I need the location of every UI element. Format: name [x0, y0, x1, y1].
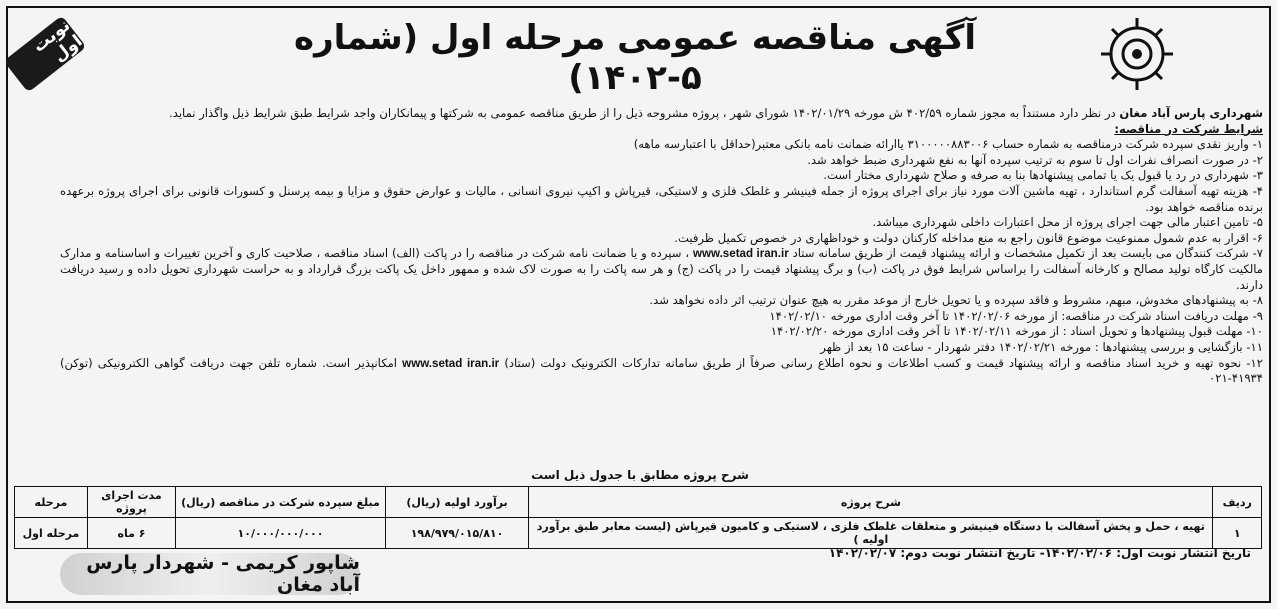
col-stage: مرحله [15, 487, 88, 518]
publication-dates: تاریخ انتشار نوبت اول: ۱۴۰۲/۰۲/۰۶- تاریخ انتشار نوبت دوم: ۱۴۰۲/۰۲/۰۷ [828, 546, 1251, 560]
signature-banner: شاپور کریمی - شهردار پارس آباد مغان [60, 553, 360, 595]
condition-item-12 [60, 356, 1263, 387]
col-project-description: شرح پروژه [529, 487, 1213, 518]
notice-body [60, 106, 1263, 387]
condition-item: ۵- تامین اعتبار مالی جهت اجرای پروژه از محل اعتبارات داخلی شهرداری میباشد. [872, 215, 1263, 230]
condition-item-7 [60, 246, 1263, 293]
cell-row-number: ۱ [1213, 518, 1262, 549]
condition-item: ۱۰- مهلت قبول پیشنهادها و تحویل اسناد : از مورخه ۱۴۰۲/۰۲/۱۱ تا آخر وقت اداری مورخه ۱۴۰۲/۰۲/۲۰ [770, 324, 1263, 339]
municipality-emblem-icon [1093, 12, 1181, 96]
cell-duration: ۶ ماه [87, 518, 175, 549]
condition-item: ۱- واریز نقدی سپرده شرکت درمناقصه به شماره حساب ۳۱۰۰۰۰۰۸۸۳۰۰۶ یاارائه ضمانت نامه بانکی معتبر(حداقل با اعتبارسه ماهه) [633, 137, 1263, 152]
item7-before: ۷- شرکت کنندگان می بایست بعد از تکمیل مشخصات و ارائه پیشنهاد قیمت از طریق سامانه ستاد [792, 246, 1263, 261]
cell-stage: مرحله اول [15, 518, 88, 549]
table-caption: شرح پروژه مطابق با جدول ذیل است [531, 468, 749, 482]
first-publication-badge: نوبت اول [4, 15, 87, 92]
project-table [14, 486, 1262, 549]
col-deposit-amount: مبلغ سپرده شرکت در مناقصه (ریال) [176, 487, 386, 518]
item7-after: ، سپرده و یا ضمانت نامه شرکت در مناقصه را در پاکت (الف) اسناد مناقصه ، صلاحیت کاری و آخرین تغییرات و اساسنامه و مدارک مالکیت کارگاه تولید مصالح و کارخانه آسفالت را براساس شرایط فوق در پاکت (ب) و برگ پیشنهاد قیمت را در پاکت (ج) و هر سه پاکت را به صورت لاک شده و ممهور داخل یک پاکت بزرگ قرارداد و به حراست شهرداری تحویل داده و رسید دریافت دارند. [60, 246, 1263, 292]
intro-text: در نظر دارد مستنداً به مجوز شماره ۴۰۲/۵۹ ش مورخه ۱۴۰۲/۰۱/۲۹ شورای شهر ، پروژه مشروحه ذیل را از طریق مناقصه عمومی به شرکتها و پیمانکاران واجد شرایط طبق شرایط ذیل واگذار نماید. [169, 106, 1116, 120]
condition-item: ۳- شهرداری در رد یا قبول یک یا تمامی پیشنهادها بنا به صرفه و صلاح شهرداری مختار است. [823, 168, 1263, 183]
setad-website-link[interactable]: www.setad iran.ir [402, 356, 500, 370]
condition-item: ۴- هزینه تهیه آسفالت گرم استاندارد ، تهیه ماشین آلات مورد نیاز برای اجرای پروژه از جمله فینیشر و غلطک فلزی و لاستیکی، قیرپاش و اکیپ نیروی انسانی ، مالیات و عوارض حقوق و مزایا و بیمه پرسنل و کسورات قانونی برای اجرای پروژه برعهده برنده مناقصه خواهد بود. [60, 183, 1263, 214]
col-row-number: ردیف [1213, 487, 1262, 518]
organization-name: شهرداری پارس آباد مغان [1119, 106, 1263, 120]
item12-before: ۱۲- نحوه تهیه و خرید اسناد مناقصه و ارائه پیشنهاد قیمت و کسب اطلاعات و نحوه اطلاع رسانی صرفاً از طریق سامانه تدارکات الکترونیک دولت (ستاد) [504, 355, 1264, 370]
setad-website-link[interactable]: www.setad iran.ir [692, 247, 789, 261]
condition-item: ۸- به پیشنهادهای مخدوش، مبهم، مشروط و فاقد سپرده و یا تحویل خارج از موعد مقرر به هیچ عنوان ترتیب اثر داده نخواهد شد. [649, 293, 1263, 308]
condition-item: ۱۱- بازگشایی و بررسی پیشنهادها : مورخه ۱۴۰۲/۰۲/۲۱ دفتر شهردار - ساعت ۱۵ بعد از ظهر [820, 339, 1263, 354]
table-row [15, 518, 1262, 549]
col-duration: مدت اجرای پروژه [87, 487, 175, 518]
cell-project-description: تهیه ، حمل و پخش آسفالت با دستگاه فینیشر و متعلقات غلطک فلزی ، لاستیکی و کامیون قیرپاش (لیست معابر طبق برآورد اولیه ) [529, 518, 1213, 549]
condition-item: ۲- در صورت انصراف نفرات اول تا سوم به ترتیب سپرده آنها به نفع شهرداری ضبط خواهد شد. [807, 152, 1263, 167]
cell-initial-estimate: ۱۹۸/۹۷۹/۰۱۵/۸۱۰ [385, 518, 528, 549]
intro-paragraph [60, 106, 1263, 122]
table-header-row [15, 487, 1262, 518]
item12-after: امکانپذیر است. شماره تلفن جهت دریافت گواهی الکترونیکی (توکن) ۴۱۹۳۴-۰۲۱ [60, 355, 1263, 386]
page-title: آگهی مناقصه عمومی مرحله اول (شماره ۵-۱۴۰۲) [294, 18, 976, 98]
condition-item: ۹- مهلت دریافت اسناد شرکت در مناقصه: از مورخه ۱۴۰۲/۰۲/۰۶ تا آخر وقت اداری مورخه ۱۴۰۲/۰۲/۱۰ [769, 308, 1263, 323]
condition-item: ۶- اقرار به عدم شمول ممنوعیت موضوع قانون راجع به منع مداخله کارکنان دولت و خوداظهاری در خصوص تکمیل ظرفیت. [674, 230, 1263, 245]
conditions-heading: شرایط شرکت در مناقصه: [1114, 121, 1263, 136]
cell-deposit-amount: ۱۰/۰۰۰/۰۰۰/۰۰۰ [176, 518, 386, 549]
col-initial-estimate: برآورد اولیه (ریال) [385, 487, 528, 518]
